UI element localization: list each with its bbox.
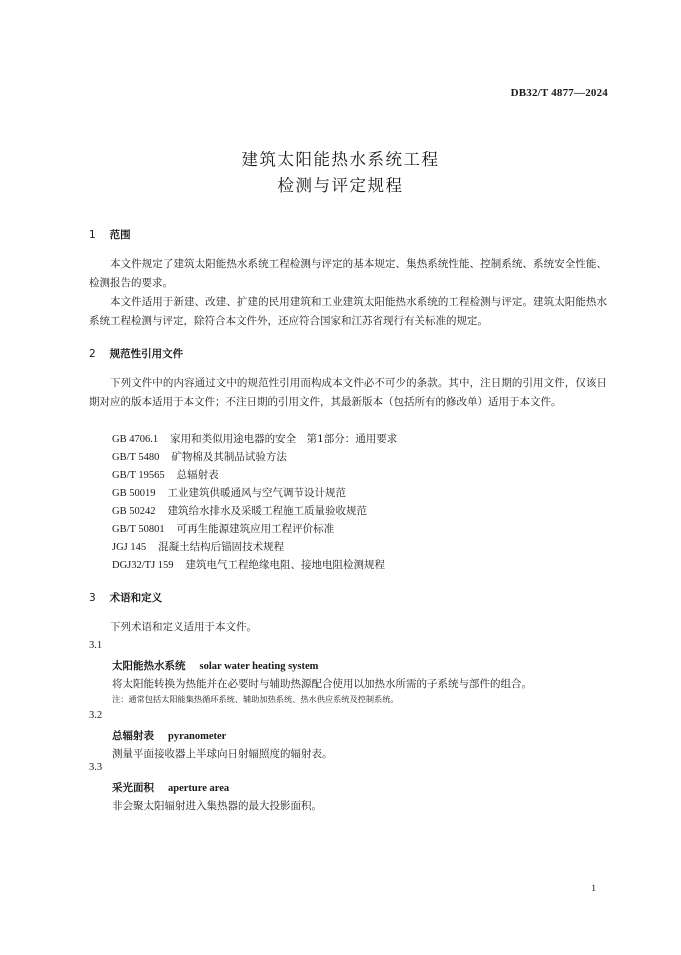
- reference-item: [112, 521, 334, 536]
- term-name: [112, 658, 318, 673]
- paragraph: 本文件适用于新建、改建、扩建的民用建筑和工业建筑太阳能热水系统的工程检测与评定。建筑太阳能热水系统工程检测与评定，除符合本文件外，还应符合国家和江苏省现行有关标准的规定。: [89, 296, 607, 327]
- reference-code: JGJ 145: [112, 542, 147, 553]
- page-number: 1: [591, 884, 596, 894]
- document-title-line1: 建筑太阳能热水系统工程: [241, 150, 440, 169]
- term-definition: 测量平面接收器上半球向日射辐照度的辐射表。: [112, 748, 333, 760]
- section-heading-normative-references: [89, 346, 183, 361]
- reference-title: 可再生能源建筑应用工程评价标准: [176, 523, 335, 535]
- term-name-en: solar water heating system: [199, 661, 319, 672]
- paragraph: 下列文件中的内容通过文中的规范性引用而构成本文件必不可少的条款。其中，注日期的引用文件，仅该日期对应的版本适用于本文件；不注日期的引用文件，其最新版本（包括所有的修改单）适用于本文件。: [89, 377, 607, 408]
- section-number: 3: [89, 592, 96, 604]
- section-title: 术语和定义: [109, 592, 163, 604]
- reference-item: [112, 431, 397, 446]
- reference-title: 建筑给水排水及采暖工程施工质量验收规范: [167, 505, 367, 517]
- section-heading-scope: [89, 227, 131, 242]
- reference-code: DGJ32/TJ 159: [112, 560, 174, 571]
- section-number: 2: [89, 348, 96, 360]
- term-name: [112, 728, 226, 743]
- term-name-cn: 太阳能热水系统: [112, 660, 186, 672]
- paragraph: 下列术语和定义适用于本文件。: [110, 621, 257, 633]
- reference-title: 工业建筑供暖通风与空气调节设计规范: [167, 487, 346, 499]
- reference-item: [112, 485, 346, 500]
- section-title: 规范性引用文件: [109, 348, 184, 360]
- reference-item: [112, 557, 385, 572]
- section-number: 1: [89, 229, 96, 241]
- section-title: 范围: [109, 229, 131, 241]
- reference-code: GB 50242: [112, 506, 156, 517]
- term-name-cn: 总辐射表: [112, 730, 154, 742]
- term-definition: 非会聚太阳辐射进入集热器的最大投影面积。: [112, 800, 322, 812]
- document-title-line2: 检测与评定规程: [277, 176, 404, 195]
- reference-title: 混凝土结构后锚固技术规程: [158, 541, 285, 553]
- standard-code: DB32/T 4877—2024: [510, 87, 608, 99]
- reference-code: GB 50019: [112, 488, 156, 499]
- term-definition: 将太阳能转换为热能并在必要时与辅助热源配合使用以加热水所需的子系统与部件的组合。: [112, 678, 532, 690]
- reference-item: [112, 539, 284, 554]
- reference-title: 家用和类似用途电器的安全 第1部分：通用要求: [170, 433, 398, 445]
- reference-item: [112, 467, 219, 482]
- reference-code: GB/T 50801: [112, 524, 165, 535]
- paragraph: 本文件规定了建筑太阳能热水系统工程检测与评定的基本规定、集热系统性能、控制系统、系统安全性能、检测报告的要求。: [89, 258, 607, 289]
- reference-title: 矿物棉及其制品试验方法: [171, 451, 287, 463]
- reference-code: GB 4706.1: [112, 434, 159, 445]
- term-name-cn: 采光面积: [112, 782, 154, 794]
- term-note: 注：通常包括太阳能集热循环系统、辅助加热系统、热水供应系统及控制系统。: [112, 694, 399, 704]
- reference-code: GB/T 19565: [112, 470, 165, 481]
- reference-code: GB/T 5480: [112, 452, 160, 463]
- term-name: [112, 780, 229, 795]
- section-heading-terms-and-definitions: [89, 590, 162, 605]
- term-number: 3.3: [89, 762, 103, 773]
- term-number: 3.2: [89, 710, 103, 721]
- reference-item: [112, 449, 287, 464]
- term-name-en: aperture area: [168, 783, 230, 794]
- term-name-en: pyranometer: [168, 731, 227, 742]
- term-number: 3.1: [89, 640, 103, 651]
- reference-title: 建筑电气工程绝缘电阻、接地电阻检测规程: [185, 559, 386, 571]
- reference-item: [112, 503, 367, 518]
- reference-title: 总辐射表: [176, 469, 219, 481]
